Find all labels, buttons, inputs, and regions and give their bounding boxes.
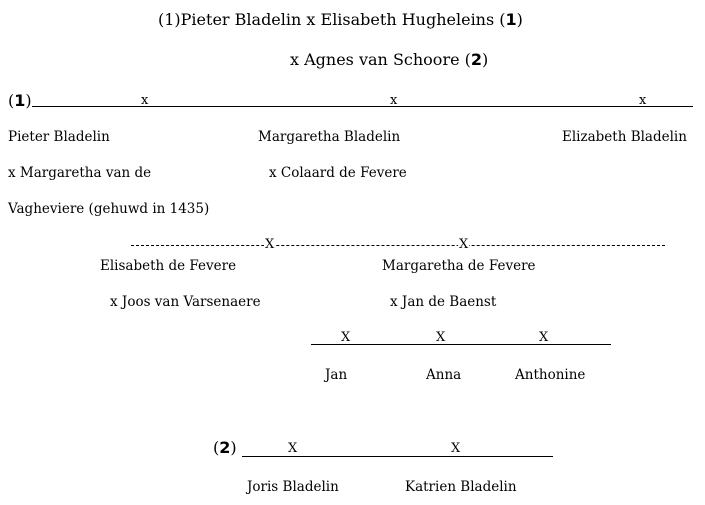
gen2-child-1: Elisabeth de Fevere bbox=[100, 258, 237, 274]
gen1-child-3: Elizabeth Bladelin bbox=[562, 129, 687, 145]
header-line-1: (1)Pieter Bladelin x Elisabeth Hugheleins (1) bbox=[158, 10, 523, 29]
gen1-connector-line bbox=[32, 106, 693, 107]
gen1-child-1: Pieter Bladelin bbox=[8, 129, 110, 145]
gen3-child-1: Jan bbox=[325, 367, 348, 383]
header-line-2: x Agnes van Schoore (2) bbox=[290, 50, 489, 69]
gen2-child-1-spouse: x Joos van Varsenaere bbox=[110, 294, 261, 310]
marriage-2-x-2: X bbox=[451, 441, 461, 456]
marriage-2-child-1: Joris Bladelin bbox=[247, 479, 339, 495]
gen2-x-1: X bbox=[265, 237, 275, 252]
gen1-x-3: x bbox=[639, 93, 647, 108]
gen2-x-2: X bbox=[459, 237, 469, 252]
gen3-x-1: X bbox=[341, 330, 351, 345]
gen1-child-1-spouse-b: Vagheviere (gehuwd in 1435) bbox=[8, 201, 210, 217]
gen2-child-2: Margaretha de Fevere bbox=[382, 258, 536, 274]
gen1-x-2: x bbox=[390, 93, 398, 108]
gen1-child-2: Margaretha Bladelin bbox=[258, 129, 401, 145]
gen3-child-2: Anna bbox=[426, 367, 462, 383]
marriage-2-label: (2) bbox=[213, 438, 237, 457]
gen1-child-2-spouse: x Colaard de Fevere bbox=[269, 165, 407, 181]
gen2-connector-line bbox=[131, 245, 665, 246]
gen1-x-1: x bbox=[141, 93, 149, 108]
marriage-2-child-2: Katrien Bladelin bbox=[405, 479, 517, 495]
marriage-1-label: (1) bbox=[8, 91, 32, 110]
gen2-child-2-spouse: x Jan de Baenst bbox=[390, 294, 497, 310]
gen3-x-2: X bbox=[436, 330, 446, 345]
gen3-connector-line bbox=[311, 344, 611, 345]
gen3-child-3: Anthonine bbox=[515, 367, 586, 383]
marriage-2-x-1: X bbox=[288, 441, 298, 456]
gen1-child-1-spouse-a: x Margaretha van de bbox=[8, 165, 152, 181]
gen3-x-3: X bbox=[539, 330, 549, 345]
